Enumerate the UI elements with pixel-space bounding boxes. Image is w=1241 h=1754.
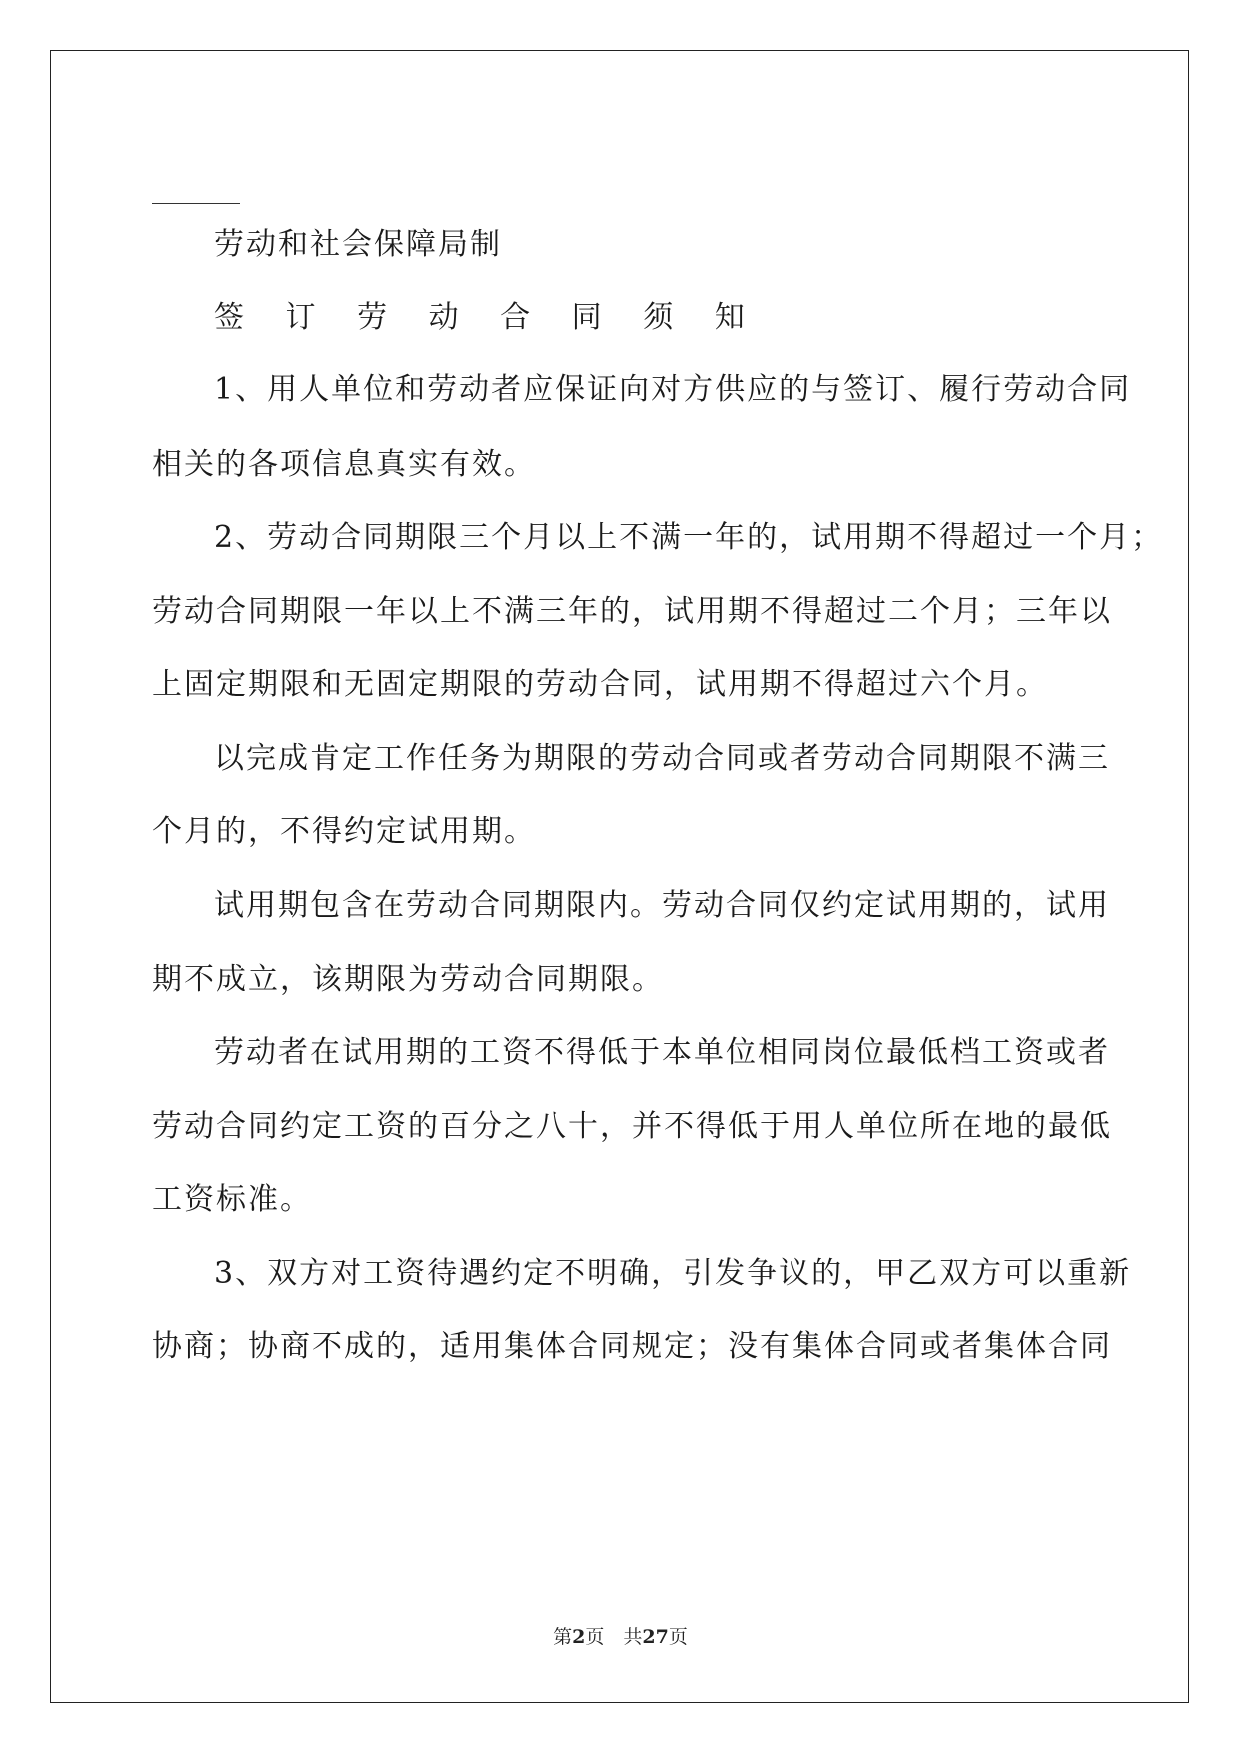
paragraph-line: 以完成肯定工作任务为期限的劳动合同或者劳动合同期限不满三 [214,741,1110,776]
paragraph-line: 期不成立，该期限为劳动合同期限。 [152,962,664,997]
paragraph-line: 个月的，不得约定试用期。 [152,814,536,849]
paragraph-line: 劳动合同约定工资的百分之八十，并不得低于用人单位所在地的最低 [152,1109,1112,1144]
paragraph-line: 劳动者在试用期的工资不得低于本单位相同岗位最低档工资或者 [214,1035,1110,1070]
notice-title: 签 订 劳 动 合 同 须 知 [214,300,761,335]
paragraph-line: 3、双方对工资待遇约定不明确，引发争议的，甲乙双方可以重新 [214,1256,1132,1291]
separator-line [152,203,240,204]
paragraph-line: 上固定期限和无固定期限的劳动合同，试用期不得超过六个月。 [152,667,1048,702]
page-footer [0,1622,1241,1649]
page-suffix: 页 [668,1626,688,1648]
issuer-line: 劳动和社会保障局制 [214,227,502,262]
paragraph-line: 1、用人单位和劳动者应保证向对方供应的与签订、履行劳动合同 [214,372,1132,407]
page-current-number: 2 [572,1626,586,1648]
page-mid-text: 页 共 [585,1626,643,1648]
paragraph-line: 试用期包含在劳动合同期限内。劳动合同仅约定试用期的，试用 [214,888,1110,923]
page-prefix: 第 [553,1626,573,1648]
paragraph-line: 工资标准。 [152,1182,312,1217]
paragraph-line: 2、劳动合同期限三个月以上不满一年的，试用期不得超过一个月； [214,520,1164,555]
paragraph-line: 协商；协商不成的，适用集体合同规定；没有集体合同或者集体合同 [152,1329,1112,1364]
paragraph-line: 相关的各项信息真实有效。 [152,447,536,482]
page-total-number: 27 [642,1626,669,1648]
paragraph-line: 劳动合同期限一年以上不满三年的，试用期不得超过二个月；三年以 [152,594,1112,629]
